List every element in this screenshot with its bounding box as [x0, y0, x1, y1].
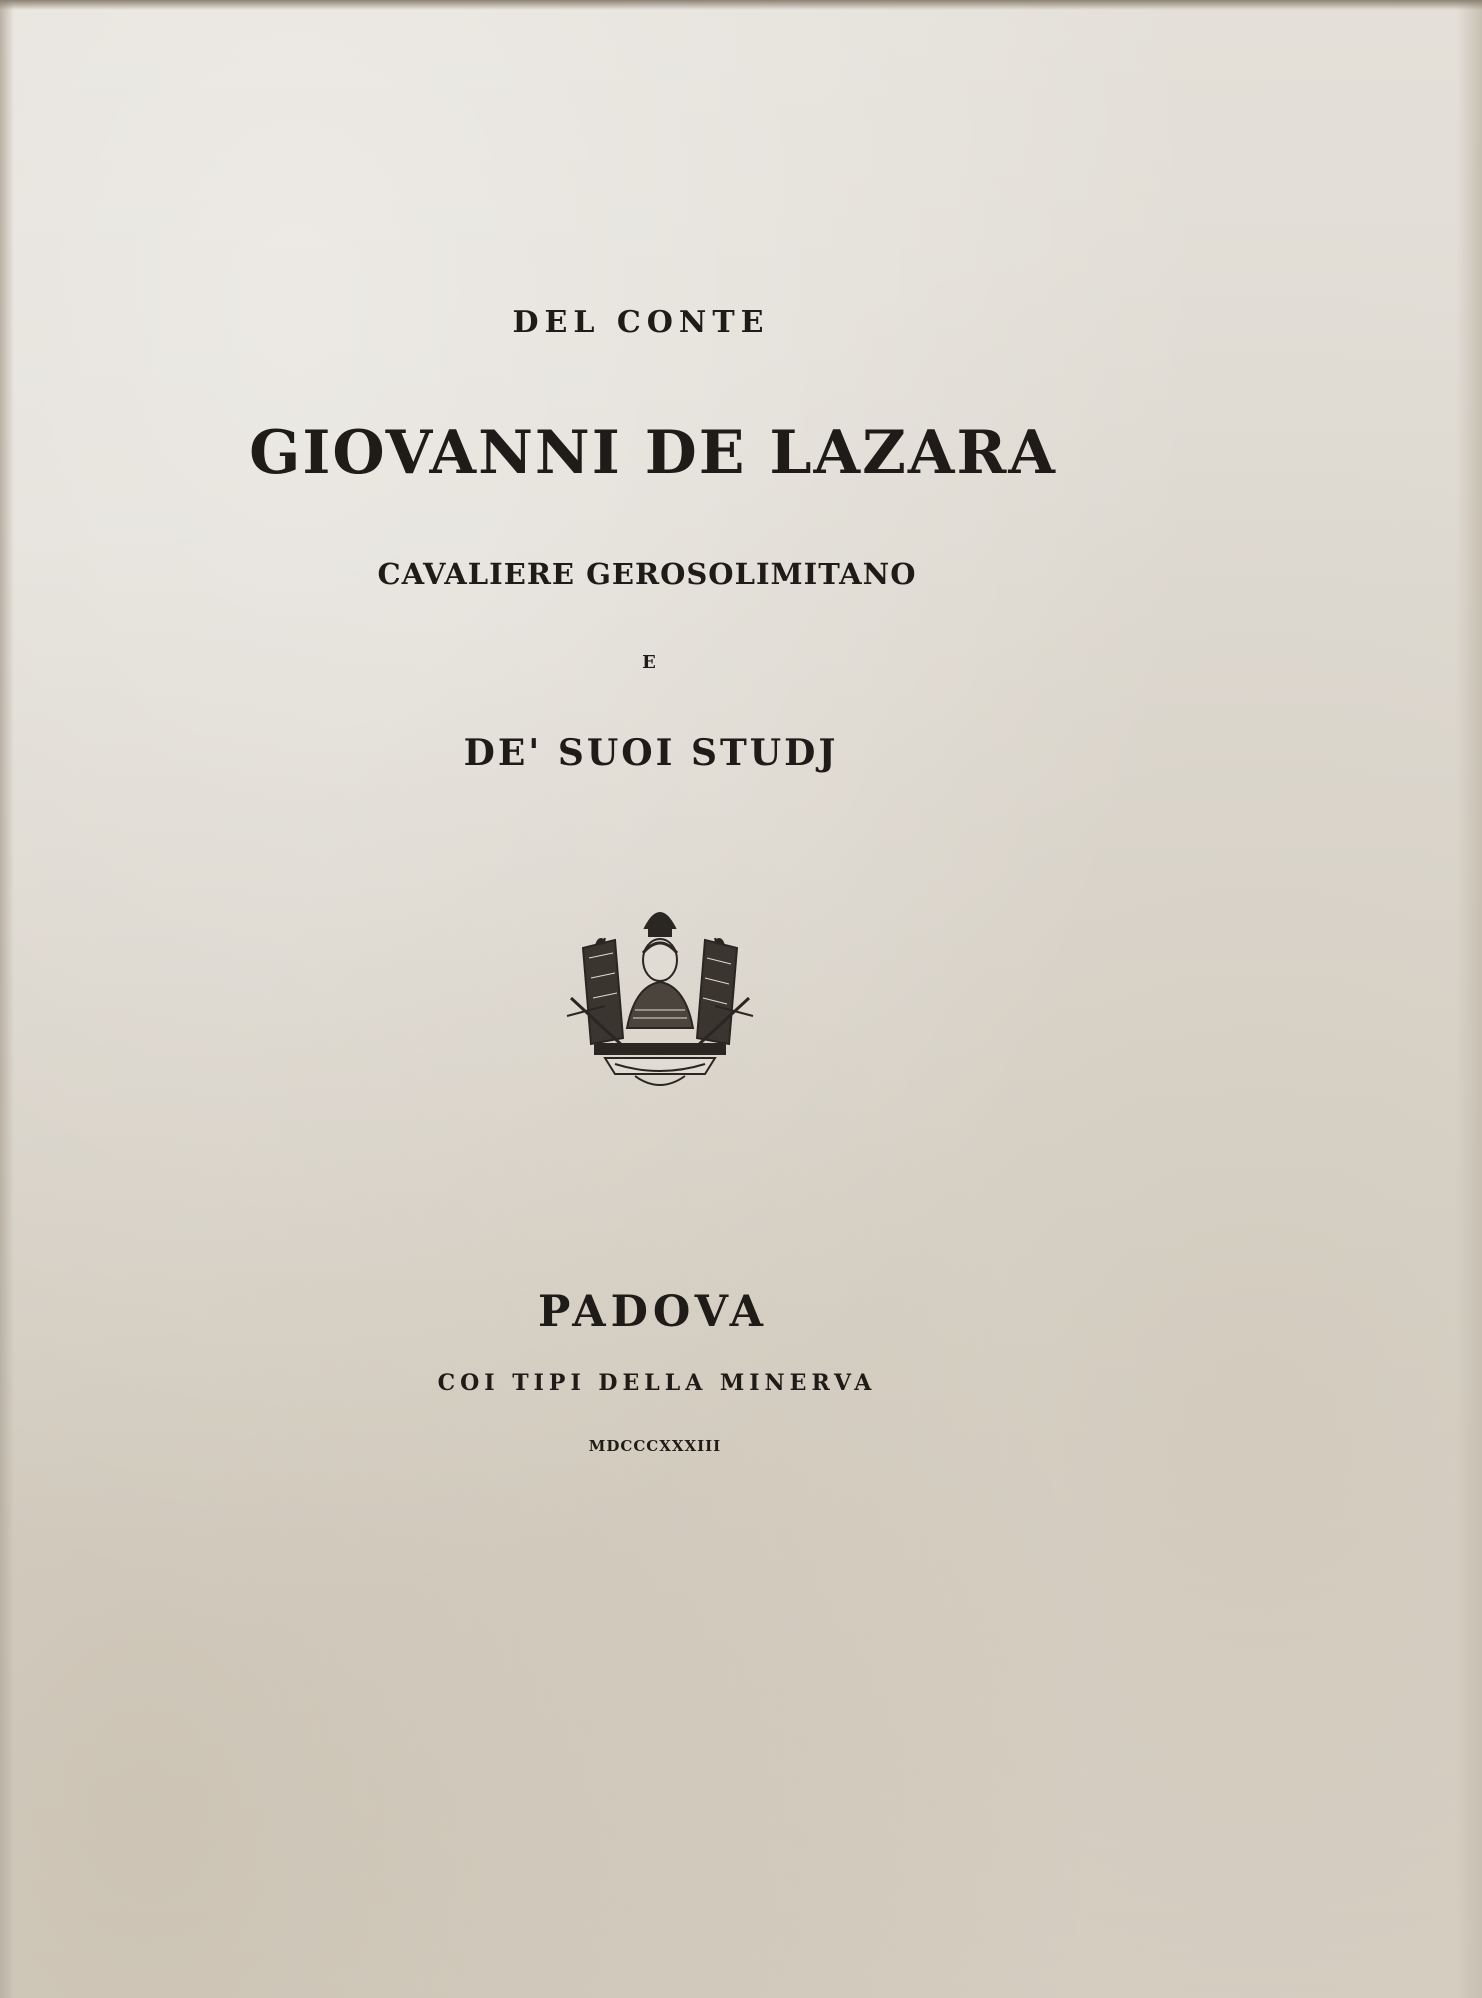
imprint-printer: COI TIPI DELLA MINERVA: [437, 1370, 877, 1396]
author-name: GIOVANNI DE LAZARA: [249, 418, 1057, 488]
page-edge-right: [1456, 0, 1482, 1998]
imprint-year: MDCCCXXXIII: [588, 1437, 722, 1455]
page-edge-top: [0, 0, 1482, 10]
minerva-printer-device-icon: [565, 898, 755, 1094]
conjunction: E: [642, 652, 656, 673]
page-edge-left: [0, 0, 14, 1998]
work-subject: DE' SUOI STUDJ: [463, 732, 839, 774]
author-title: CAVALIERE GEROSOLIMITANO: [377, 557, 917, 591]
title-line-del-conte: DEL CONTE: [512, 305, 770, 340]
imprint-place: PADOVA: [538, 1287, 768, 1337]
